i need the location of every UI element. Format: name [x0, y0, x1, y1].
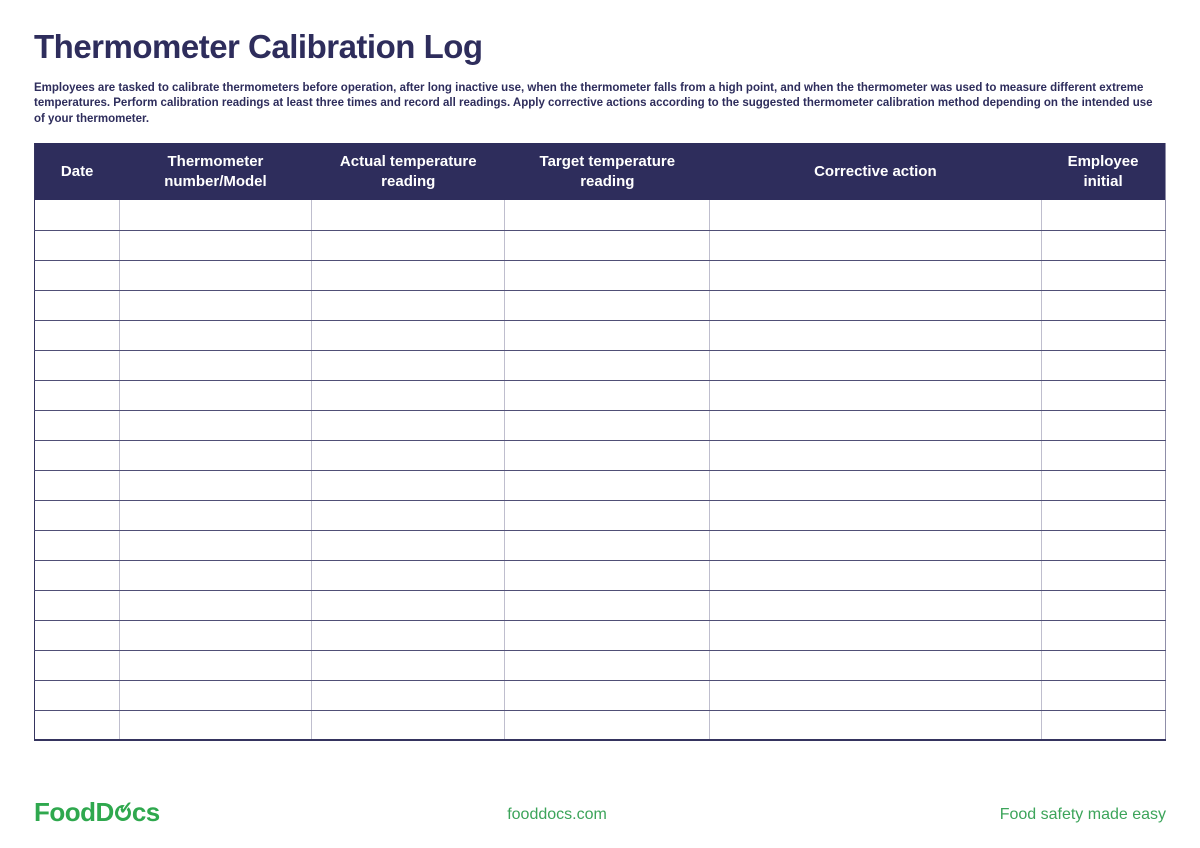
- table-cell[interactable]: [710, 590, 1041, 620]
- table-cell[interactable]: [119, 620, 311, 650]
- table-cell[interactable]: [119, 200, 311, 230]
- table-cell[interactable]: [710, 200, 1041, 230]
- table-cell[interactable]: [710, 260, 1041, 290]
- tagline: Food safety made easy: [999, 806, 1166, 823]
- table-cell[interactable]: [505, 200, 710, 230]
- table-row: [35, 440, 1166, 470]
- table-cell[interactable]: [505, 290, 710, 320]
- table-cell[interactable]: [312, 350, 505, 380]
- table-cell[interactable]: [35, 200, 120, 230]
- calibration-table: [34, 143, 1166, 741]
- table-cell[interactable]: [312, 200, 505, 230]
- table-row: [35, 530, 1166, 560]
- table-row: [35, 260, 1166, 290]
- table-cell[interactable]: [1041, 650, 1165, 680]
- table-cell[interactable]: [1041, 530, 1165, 560]
- table-cell[interactable]: [710, 440, 1041, 470]
- table-cell[interactable]: [1041, 260, 1165, 290]
- table-cell[interactable]: [505, 710, 710, 740]
- table-cell[interactable]: [710, 530, 1041, 560]
- table-cell[interactable]: [35, 260, 120, 290]
- table-cell[interactable]: [710, 620, 1041, 650]
- table-cell[interactable]: [35, 470, 120, 500]
- table-cell[interactable]: [505, 380, 710, 410]
- table-row: [35, 680, 1166, 710]
- table-cell[interactable]: [119, 440, 311, 470]
- table-cell[interactable]: [312, 440, 505, 470]
- website-link[interactable]: fooddocs.com: [507, 806, 607, 823]
- table-cell[interactable]: [505, 410, 710, 440]
- logo-text-prefix: FoodD: [34, 797, 114, 827]
- table-cell[interactable]: [710, 380, 1041, 410]
- table-cell[interactable]: [35, 410, 120, 440]
- table-cell[interactable]: [119, 560, 311, 590]
- table-cell[interactable]: [1041, 380, 1165, 410]
- table-cell[interactable]: [119, 710, 311, 740]
- table-cell[interactable]: [710, 710, 1041, 740]
- table-cell[interactable]: [505, 470, 710, 500]
- table-cell[interactable]: [1041, 620, 1165, 650]
- table-cell[interactable]: [505, 440, 710, 470]
- table-cell[interactable]: [119, 260, 311, 290]
- table-row: [35, 620, 1166, 650]
- column-header-4: Corrective action: [710, 143, 1041, 200]
- column-header-1: Thermometer number/Model: [119, 143, 311, 200]
- table-cell[interactable]: [35, 530, 120, 560]
- table-cell[interactable]: [312, 260, 505, 290]
- table-row: [35, 590, 1166, 620]
- table-cell[interactable]: [710, 230, 1041, 260]
- table-cell[interactable]: [35, 320, 120, 350]
- table-row: [35, 410, 1166, 440]
- column-header-0: Date: [35, 143, 120, 200]
- table-cell[interactable]: [710, 470, 1041, 500]
- table-row: [35, 290, 1166, 320]
- table-cell[interactable]: [35, 590, 120, 620]
- table-cell[interactable]: [119, 500, 311, 530]
- check-circle-icon: [115, 805, 131, 821]
- table-cell[interactable]: [119, 320, 311, 350]
- table-cell[interactable]: [119, 680, 311, 710]
- table-row: [35, 230, 1166, 260]
- table-row: [35, 320, 1166, 350]
- table-row: [35, 710, 1166, 740]
- table-cell[interactable]: [312, 560, 505, 590]
- table-cell[interactable]: [35, 710, 120, 740]
- table-cell[interactable]: [1041, 590, 1165, 620]
- table-cell[interactable]: [1041, 470, 1165, 500]
- table-cell[interactable]: [119, 470, 311, 500]
- table-cell[interactable]: [35, 440, 120, 470]
- table-cell[interactable]: [710, 680, 1041, 710]
- table-row: [35, 350, 1166, 380]
- table-cell[interactable]: [119, 350, 311, 380]
- table-cell[interactable]: [119, 410, 311, 440]
- column-header-5: Employee initial: [1041, 143, 1165, 200]
- table-cell[interactable]: [35, 560, 120, 590]
- table-cell[interactable]: [312, 380, 505, 410]
- table-cell[interactable]: [1041, 350, 1165, 380]
- table-cell[interactable]: [119, 290, 311, 320]
- table-cell[interactable]: [312, 320, 505, 350]
- table-cell[interactable]: [505, 680, 710, 710]
- table-cell[interactable]: [312, 290, 505, 320]
- table-cell[interactable]: [1041, 560, 1165, 590]
- table-cell[interactable]: [35, 650, 120, 680]
- table-cell[interactable]: [119, 590, 311, 620]
- footer: [0, 795, 1200, 840]
- table-cell[interactable]: [505, 230, 710, 260]
- table-cell[interactable]: [505, 260, 710, 290]
- table-cell[interactable]: [710, 350, 1041, 380]
- table-row: [35, 470, 1166, 500]
- table-row: [35, 380, 1166, 410]
- fooddocs-logo: [34, 797, 160, 828]
- table-row: [35, 650, 1166, 680]
- table-cell[interactable]: [35, 380, 120, 410]
- table-cell[interactable]: [119, 530, 311, 560]
- table-cell[interactable]: [710, 500, 1041, 530]
- table-cell[interactable]: [505, 320, 710, 350]
- table-cell[interactable]: [312, 620, 505, 650]
- table-cell[interactable]: [312, 470, 505, 500]
- table-cell[interactable]: [1041, 230, 1165, 260]
- table-row: [35, 500, 1166, 530]
- logo-text-suffix: cs: [131, 797, 160, 827]
- table-cell[interactable]: [312, 710, 505, 740]
- table-cell[interactable]: [35, 350, 120, 380]
- table-row: [35, 200, 1166, 230]
- table-cell[interactable]: [312, 500, 505, 530]
- table-cell[interactable]: [505, 590, 710, 620]
- table-cell[interactable]: [312, 680, 505, 710]
- table-cell[interactable]: [1041, 440, 1165, 470]
- table-cell[interactable]: [312, 530, 505, 560]
- table-cell[interactable]: [710, 320, 1041, 350]
- table-cell[interactable]: [312, 230, 505, 260]
- table-cell[interactable]: [1041, 200, 1165, 230]
- table-cell[interactable]: [35, 230, 120, 260]
- header-row: [35, 143, 1166, 200]
- table-cell[interactable]: [312, 650, 505, 680]
- table-cell[interactable]: [1041, 320, 1165, 350]
- table-cell[interactable]: [710, 290, 1041, 320]
- table-cell[interactable]: [1041, 410, 1165, 440]
- table-cell[interactable]: [119, 230, 311, 260]
- column-header-3: Target temperature reading: [505, 143, 710, 200]
- table-cell[interactable]: [1041, 680, 1165, 710]
- table-cell[interactable]: [119, 650, 311, 680]
- table-cell[interactable]: [312, 410, 505, 440]
- table-cell[interactable]: [505, 530, 710, 560]
- table-cell[interactable]: [35, 290, 120, 320]
- table-cell[interactable]: [35, 620, 120, 650]
- description: Employees are tasked to calibrate thermometers before operation, after long inactive use, when the thermometer falls from a high point, and when the thermometer was used to measure different extreme temperatures. Perform calibration readings at least three times and record all readings. Apply corrective actions according to the suggested thermometer calibration method depending on the intended use of your thermometer.: [34, 81, 1153, 125]
- table-cell[interactable]: [1041, 500, 1165, 530]
- table-cell[interactable]: [505, 500, 710, 530]
- table-row: [35, 560, 1166, 590]
- column-header-2: Actual temperature reading: [312, 143, 505, 200]
- table-cell[interactable]: [505, 350, 710, 380]
- table-cell[interactable]: [35, 500, 120, 530]
- table-cell[interactable]: [505, 620, 710, 650]
- table-cell[interactable]: [710, 650, 1041, 680]
- table-cell[interactable]: [505, 650, 710, 680]
- table-cell[interactable]: [710, 560, 1041, 590]
- table-cell[interactable]: [119, 380, 311, 410]
- table-cell[interactable]: [1041, 710, 1165, 740]
- table-cell[interactable]: [505, 560, 710, 590]
- table-cell[interactable]: [312, 590, 505, 620]
- table-cell[interactable]: [710, 410, 1041, 440]
- page-title: Thermometer Calibration Log: [34, 28, 483, 65]
- table-cell[interactable]: [35, 680, 120, 710]
- table-cell[interactable]: [1041, 290, 1165, 320]
